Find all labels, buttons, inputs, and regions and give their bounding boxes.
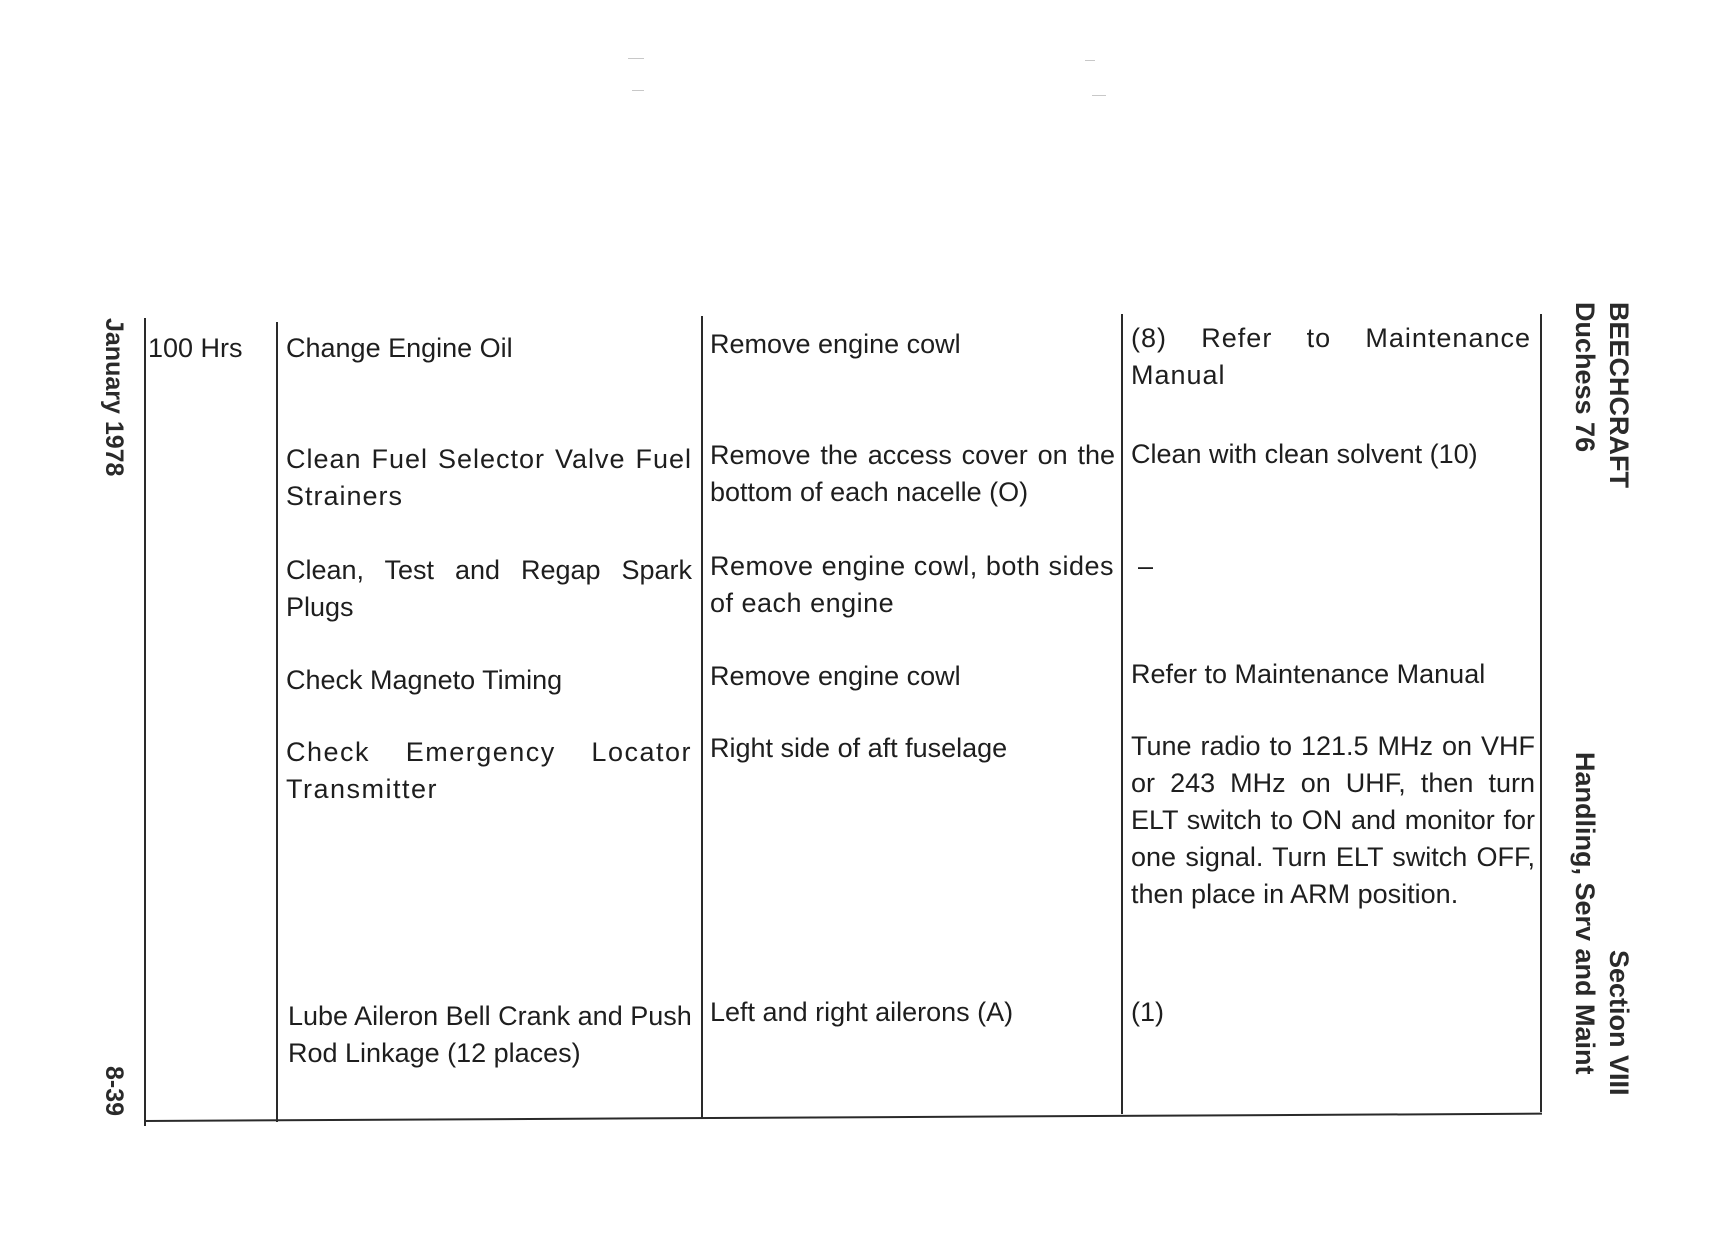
page-number: 8-39 xyxy=(100,1066,128,1117)
table-border-bottom xyxy=(144,1113,1542,1122)
remarks-cell: Clean with clean solvent (10) xyxy=(1131,439,1478,469)
table-border-right xyxy=(1540,314,1542,1112)
interval-cell: 100 Hrs xyxy=(148,333,243,363)
scan-speck xyxy=(1092,95,1106,96)
item-cell: Change Engine Oil xyxy=(286,333,513,363)
remarks-cell: Refer to Maintenance Manual xyxy=(1131,659,1486,689)
access-cell: Left and right ailerons (A) xyxy=(710,997,1014,1027)
footer-date: January 1978 xyxy=(100,318,128,477)
table-border-left xyxy=(144,318,146,1126)
access-cell: Remove engine cowl xyxy=(710,661,961,691)
scan-speck xyxy=(1085,60,1095,61)
access-cell: Remove engine cowl, both sides of each engine xyxy=(710,551,1114,618)
item-cell: Clean Fuel Selector Valve Fuel Strainers xyxy=(286,444,692,511)
access-cell: Remove the access cover on the bottom of each nacelle (O) xyxy=(710,440,1115,507)
item-cell: Clean, Test and Regap Spark Plugs xyxy=(286,555,692,622)
access-cell: Right side of aft fuselage xyxy=(710,733,1008,763)
brand-title: BEECHCRAFT xyxy=(1604,302,1634,488)
access-cell: Remove engine cowl xyxy=(710,329,961,359)
item-cell: Lube Aileron Bell Crank and Push Rod Linkage (12 places) xyxy=(288,1001,692,1068)
remarks-cell: – xyxy=(1138,551,1154,581)
remarks-cell: Tune radio to 121.5 MHz on VHF or 243 MHz on UHF, then turn ELT switch to ON and monitor for one signal. Turn ELT switch OFF, then place in ARM position. xyxy=(1131,731,1535,909)
scan-speck xyxy=(628,58,644,59)
item-cell: Check Emergency Locator Transmitter xyxy=(286,737,692,804)
column-divider xyxy=(276,322,278,1122)
item-cell: Check Magneto Timing xyxy=(286,665,563,695)
remarks-cell: (1) xyxy=(1131,997,1164,1027)
section-label: Section VIII xyxy=(1604,950,1634,1096)
remarks-cell: (8) Refer to Maintenance Manual xyxy=(1131,323,1531,390)
column-divider xyxy=(1121,314,1123,1114)
scan-speck xyxy=(632,90,644,91)
section-title: Handling, Serv and Maint xyxy=(1570,752,1600,1075)
model-title: Duchess 76 xyxy=(1570,302,1600,453)
column-divider xyxy=(701,316,703,1118)
